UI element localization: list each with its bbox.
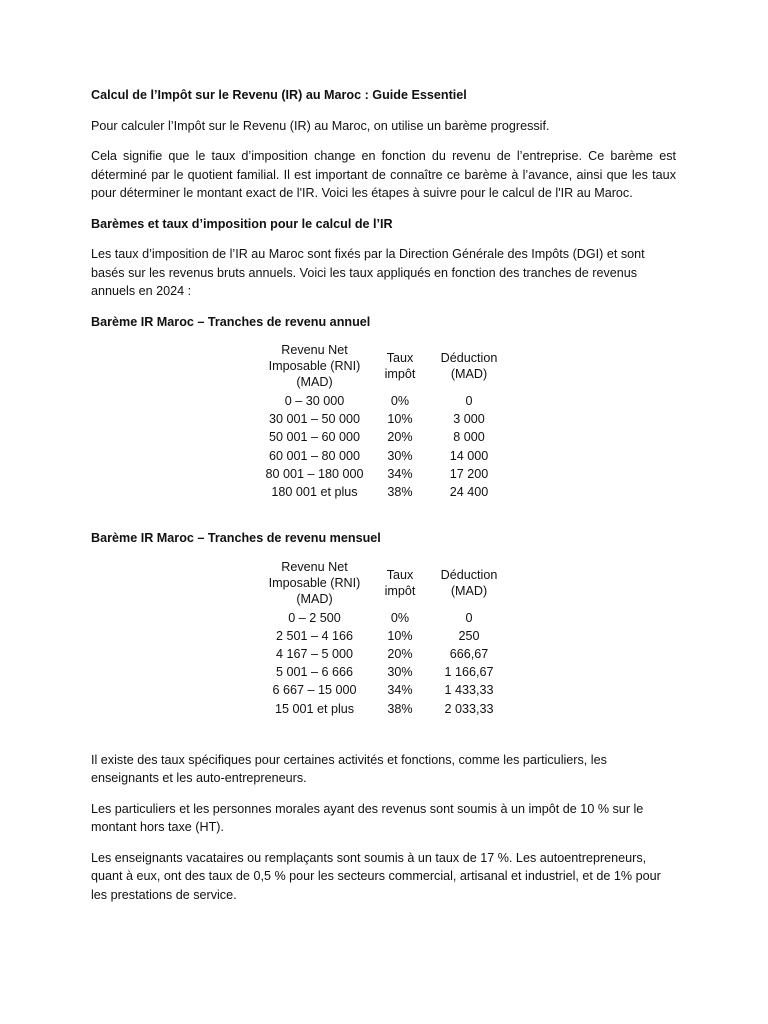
monthly-income-table (256, 559, 511, 718)
monthly-deduction-cell: 0 (465, 610, 473, 625)
monthly-deduction-cell: 1 433,33 (444, 683, 494, 698)
table-row (256, 465, 511, 483)
table-row (256, 483, 511, 501)
table-row (256, 663, 511, 681)
monthly-taux-cell: 10% (387, 628, 413, 643)
annual-rni-cell: 50 001 – 60 000 (268, 430, 361, 445)
intro-paragraph-1: Pour calculer l’Impôt sur le Revenu (IR) au Maroc, on utilise un barème progressif. (91, 118, 550, 133)
monthly-header-taux: Taux impôt (384, 567, 416, 598)
intro-paragraph-2: Cela signifie que le taux d’imposition change en fonction du revenu de l’entreprise. Ce barème est déterminé par le quotient familial. Il est important de connaître ce barème à l’avance, ainsi que les taux pour déterminer le montant exact de l'IR. Voici les étapes à suivre pour le calcul de l'IR au Maroc. (91, 149, 676, 200)
monthly-deduction-cell: 1 166,67 (444, 665, 494, 680)
monthly-deduction-cell: 250 (458, 628, 480, 643)
annual-deduction-cell: 24 400 (449, 485, 489, 500)
annual-income-table (256, 342, 511, 501)
annual-taux-cell: 10% (387, 412, 413, 427)
monthly-taux-cell: 34% (387, 683, 413, 698)
table-row (256, 410, 511, 428)
table-row (256, 392, 511, 410)
annual-taux-cell: 20% (387, 430, 413, 445)
section-paragraph: Les taux d’imposition de l’IR au Maroc sont fixés par la Direction Générale des Impôts (DGI) et sont basés sur les revenus bruts annuels. Voici les taux appliqués en fonction des tranches de revenus annuels en 2024 : (91, 247, 645, 298)
annual-taux-cell: 34% (387, 466, 413, 481)
table-row (256, 609, 511, 627)
document-page (91, 86, 676, 916)
annual-rni-cell: 80 001 – 180 000 (265, 466, 364, 481)
monthly-rni-cell: 5 001 – 6 666 (275, 665, 354, 680)
monthly-table-header-row (256, 559, 511, 609)
annual-header-taux: Taux impôt (384, 351, 416, 381)
table-row (256, 700, 511, 718)
annual-rni-cell: 30 001 – 50 000 (268, 412, 361, 427)
table-row (256, 681, 511, 699)
annual-taux-cell: 0% (390, 394, 410, 409)
annual-deduction-cell: 3 000 (453, 412, 485, 427)
monthly-table-wrapper (91, 559, 676, 718)
monthly-rni-cell: 4 167 – 5 000 (275, 647, 354, 662)
annual-table-header-row (256, 342, 511, 392)
monthly-header-rni: Revenu Net Imposable (RNI) (MAD) (268, 559, 361, 606)
annual-deduction-cell: 17 200 (449, 466, 489, 481)
monthly-taux-cell: 38% (387, 701, 413, 716)
annual-rni-cell: 60 001 – 80 000 (268, 448, 361, 463)
monthly-header-deduction: Déduction (MAD) (440, 567, 498, 598)
monthly-rni-cell: 15 001 et plus (274, 701, 355, 716)
monthly-taux-cell: 20% (387, 647, 413, 662)
annual-deduction-cell: 8 000 (453, 430, 485, 445)
monthly-rni-cell: 6 667 – 15 000 (272, 683, 357, 698)
annual-header-deduction: Déduction (MAD) (440, 351, 498, 381)
table-row (256, 627, 511, 645)
annual-taux-cell: 30% (387, 448, 413, 463)
section-heading: Barèmes et taux d’imposition pour le calcul de l’IR (91, 216, 393, 231)
closing-paragraph-3: Les enseignants vacataires ou remplaçants sont soumis à un taux de 17 %. Les autoentrepreneurs, quant à eux, ont des taux de 0,5 % pour les secteurs commercial, artisanal et industriel, et de 1% pour les prestations de service. (91, 850, 661, 902)
closing-paragraph-2: Les particuliers et les personnes morales ayant des revenus sont soumis à un impôt de 10 % sur le montant hors taxe (HT). (91, 801, 644, 835)
annual-deduction-cell: 0 (465, 394, 473, 409)
monthly-rni-cell: 2 501 – 4 166 (275, 628, 354, 643)
annual-rni-cell: 0 – 30 000 (284, 394, 345, 409)
monthly-taux-cell: 0% (390, 610, 410, 625)
annual-rni-cell: 180 001 et plus (271, 485, 358, 500)
document-title: Calcul de l’Impôt sur le Revenu (IR) au Maroc : Guide Essentiel (91, 88, 467, 102)
table-row (256, 428, 511, 446)
monthly-rni-cell: 0 – 2 500 (288, 610, 341, 625)
table-row (256, 645, 511, 663)
annual-taux-cell: 38% (387, 485, 413, 500)
monthly-deduction-cell: 2 033,33 (444, 701, 494, 716)
monthly-deduction-cell: 666,67 (449, 647, 489, 662)
monthly-taux-cell: 30% (387, 665, 413, 680)
table-row (256, 447, 511, 465)
annual-table-heading: Barème IR Maroc – Tranches de revenu annuel (91, 314, 371, 329)
annual-table-wrapper (91, 342, 676, 501)
closing-paragraph-1: Il existe des taux spécifiques pour certaines activités et fonctions, comme les particuliers, les enseignants et les auto-entrepreneurs. (91, 752, 607, 786)
annual-deduction-cell: 14 000 (449, 448, 489, 463)
annual-header-rni: Revenu Net Imposable (RNI) (MAD) (268, 343, 361, 389)
monthly-table-heading: Barème IR Maroc – Tranches de revenu mensuel (91, 531, 381, 546)
